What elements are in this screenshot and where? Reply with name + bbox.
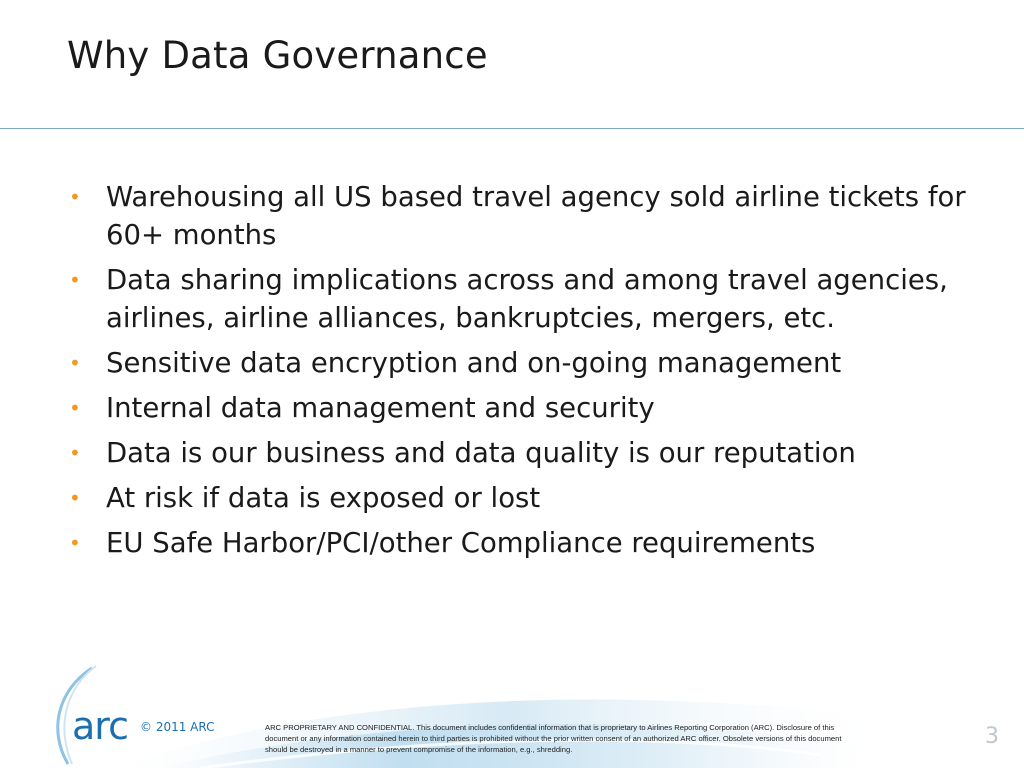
bullet-text: Warehousing all US based travel agency sold airline tickets for 60+ months <box>106 181 966 251</box>
page-number: 3 <box>985 724 999 749</box>
bullet-icon: • <box>69 268 81 292</box>
bullet-text: Internal data management and security <box>106 392 655 424</box>
bullet-icon: • <box>69 531 81 555</box>
bullet-item <box>66 479 966 517</box>
title-divider <box>0 128 1024 129</box>
slide-title: Why Data Governance <box>67 34 488 77</box>
bullet-item <box>66 524 966 562</box>
bullet-item <box>66 434 966 472</box>
bullet-list <box>66 178 966 569</box>
bullet-text: Data sharing implications across and among travel agencies, airlines, airline alliances, bankruptcies, mergers, etc. <box>106 264 948 334</box>
bullet-text: Sensitive data encryption and on-going management <box>106 347 842 379</box>
confidential-notice: ARC PROPRIETARY AND CONFIDENTIAL. This document includes confidential information that is proprietary to Airlines Reporting Corporation (ARC). Disclosure of this document or any information contained herein to third parties is prohibited without the prior written consent of an authorized ARC officer. Obsolete versions of this document should be destroyed in a manner to prevent compromise of the information, e.g., shredding. <box>265 723 842 754</box>
bullet-text: At risk if data is exposed or lost <box>106 482 541 514</box>
arc-logo-text: arc <box>72 704 128 748</box>
bullet-item <box>66 389 966 427</box>
bullet-icon: • <box>69 441 81 465</box>
bullet-item <box>66 261 966 337</box>
bullet-text: Data is our business and data quality is our reputation <box>106 437 856 469</box>
bullet-icon: • <box>69 185 81 209</box>
bullet-text: EU Safe Harbor/PCI/other Compliance requirements <box>106 527 816 559</box>
bullet-icon: • <box>69 351 81 375</box>
bullet-item <box>66 178 966 254</box>
copyright-text: © 2011 ARC <box>140 720 215 734</box>
bullet-icon: • <box>69 396 81 420</box>
bullet-icon: • <box>69 486 81 510</box>
bullet-item <box>66 344 966 382</box>
